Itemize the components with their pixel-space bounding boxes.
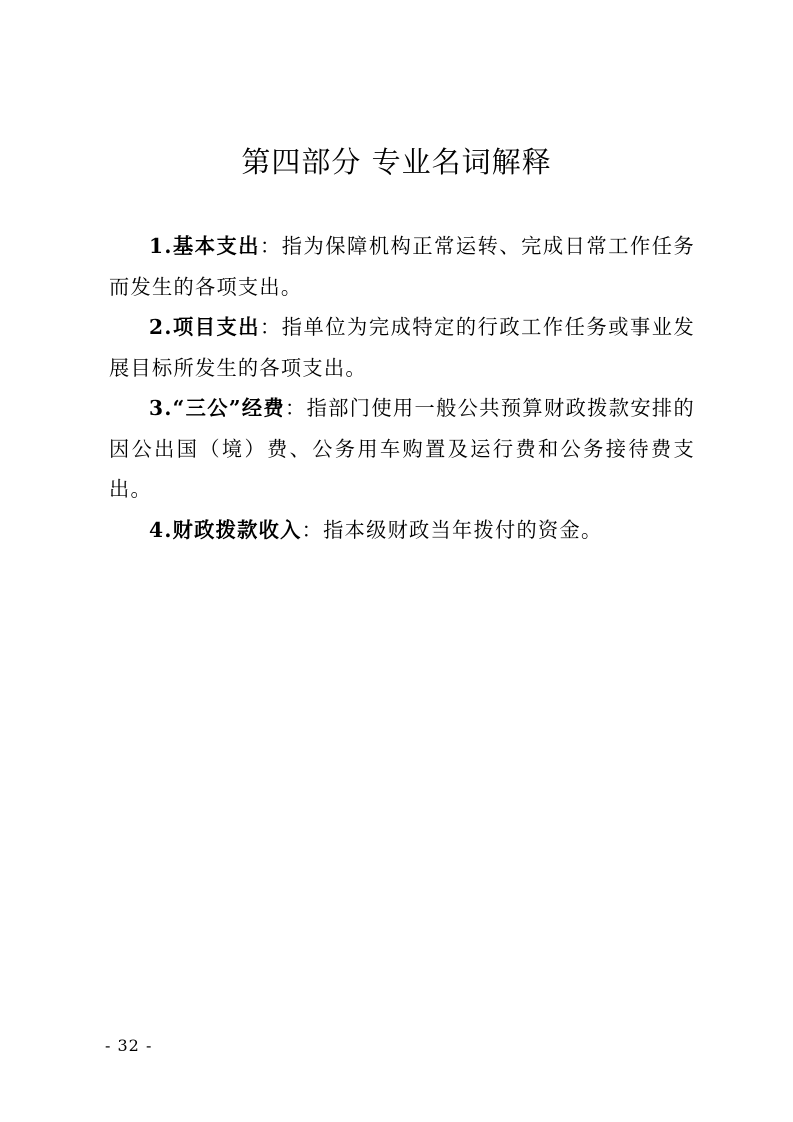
glossary-term: 4.财政拨款收入 [149, 517, 302, 542]
term-separator: ： [285, 396, 307, 420]
glossary-term: 2.项目支出 [149, 315, 260, 339]
glossary-definition: 指本级财政当年拨付的资金。 [323, 517, 603, 542]
glossary-entry-three-public-funds [109, 388, 695, 510]
glossary-term: 1.基本支出 [149, 234, 260, 258]
glossary-list [109, 226, 695, 550]
glossary-definition: 指为保障机构正常运转、完成日常工作任务而发生的各项支出。 [109, 234, 695, 299]
glossary-entry-basic-expenditure [109, 226, 695, 307]
page-number: - 32 - [105, 1036, 153, 1055]
glossary-definition: 指部门使用一般公共预算财政拨款安排的因公出国（境）费、公务用车购置及运行费和公务接待费支出。 [109, 396, 695, 501]
glossary-entry-fiscal-appropriation-income [109, 510, 695, 551]
glossary-term: 3.“三公”经费 [149, 396, 286, 420]
glossary-definition: 指单位为完成特定的行政工作任务或事业发展目标所发生的各项支出。 [109, 315, 695, 380]
term-separator: ： [260, 315, 282, 339]
glossary-entry-project-expenditure [109, 307, 695, 388]
term-separator: ： [260, 234, 282, 258]
page-title: 第四部分 专业名词解释 [241, 145, 552, 179]
term-separator: ： [301, 517, 324, 542]
